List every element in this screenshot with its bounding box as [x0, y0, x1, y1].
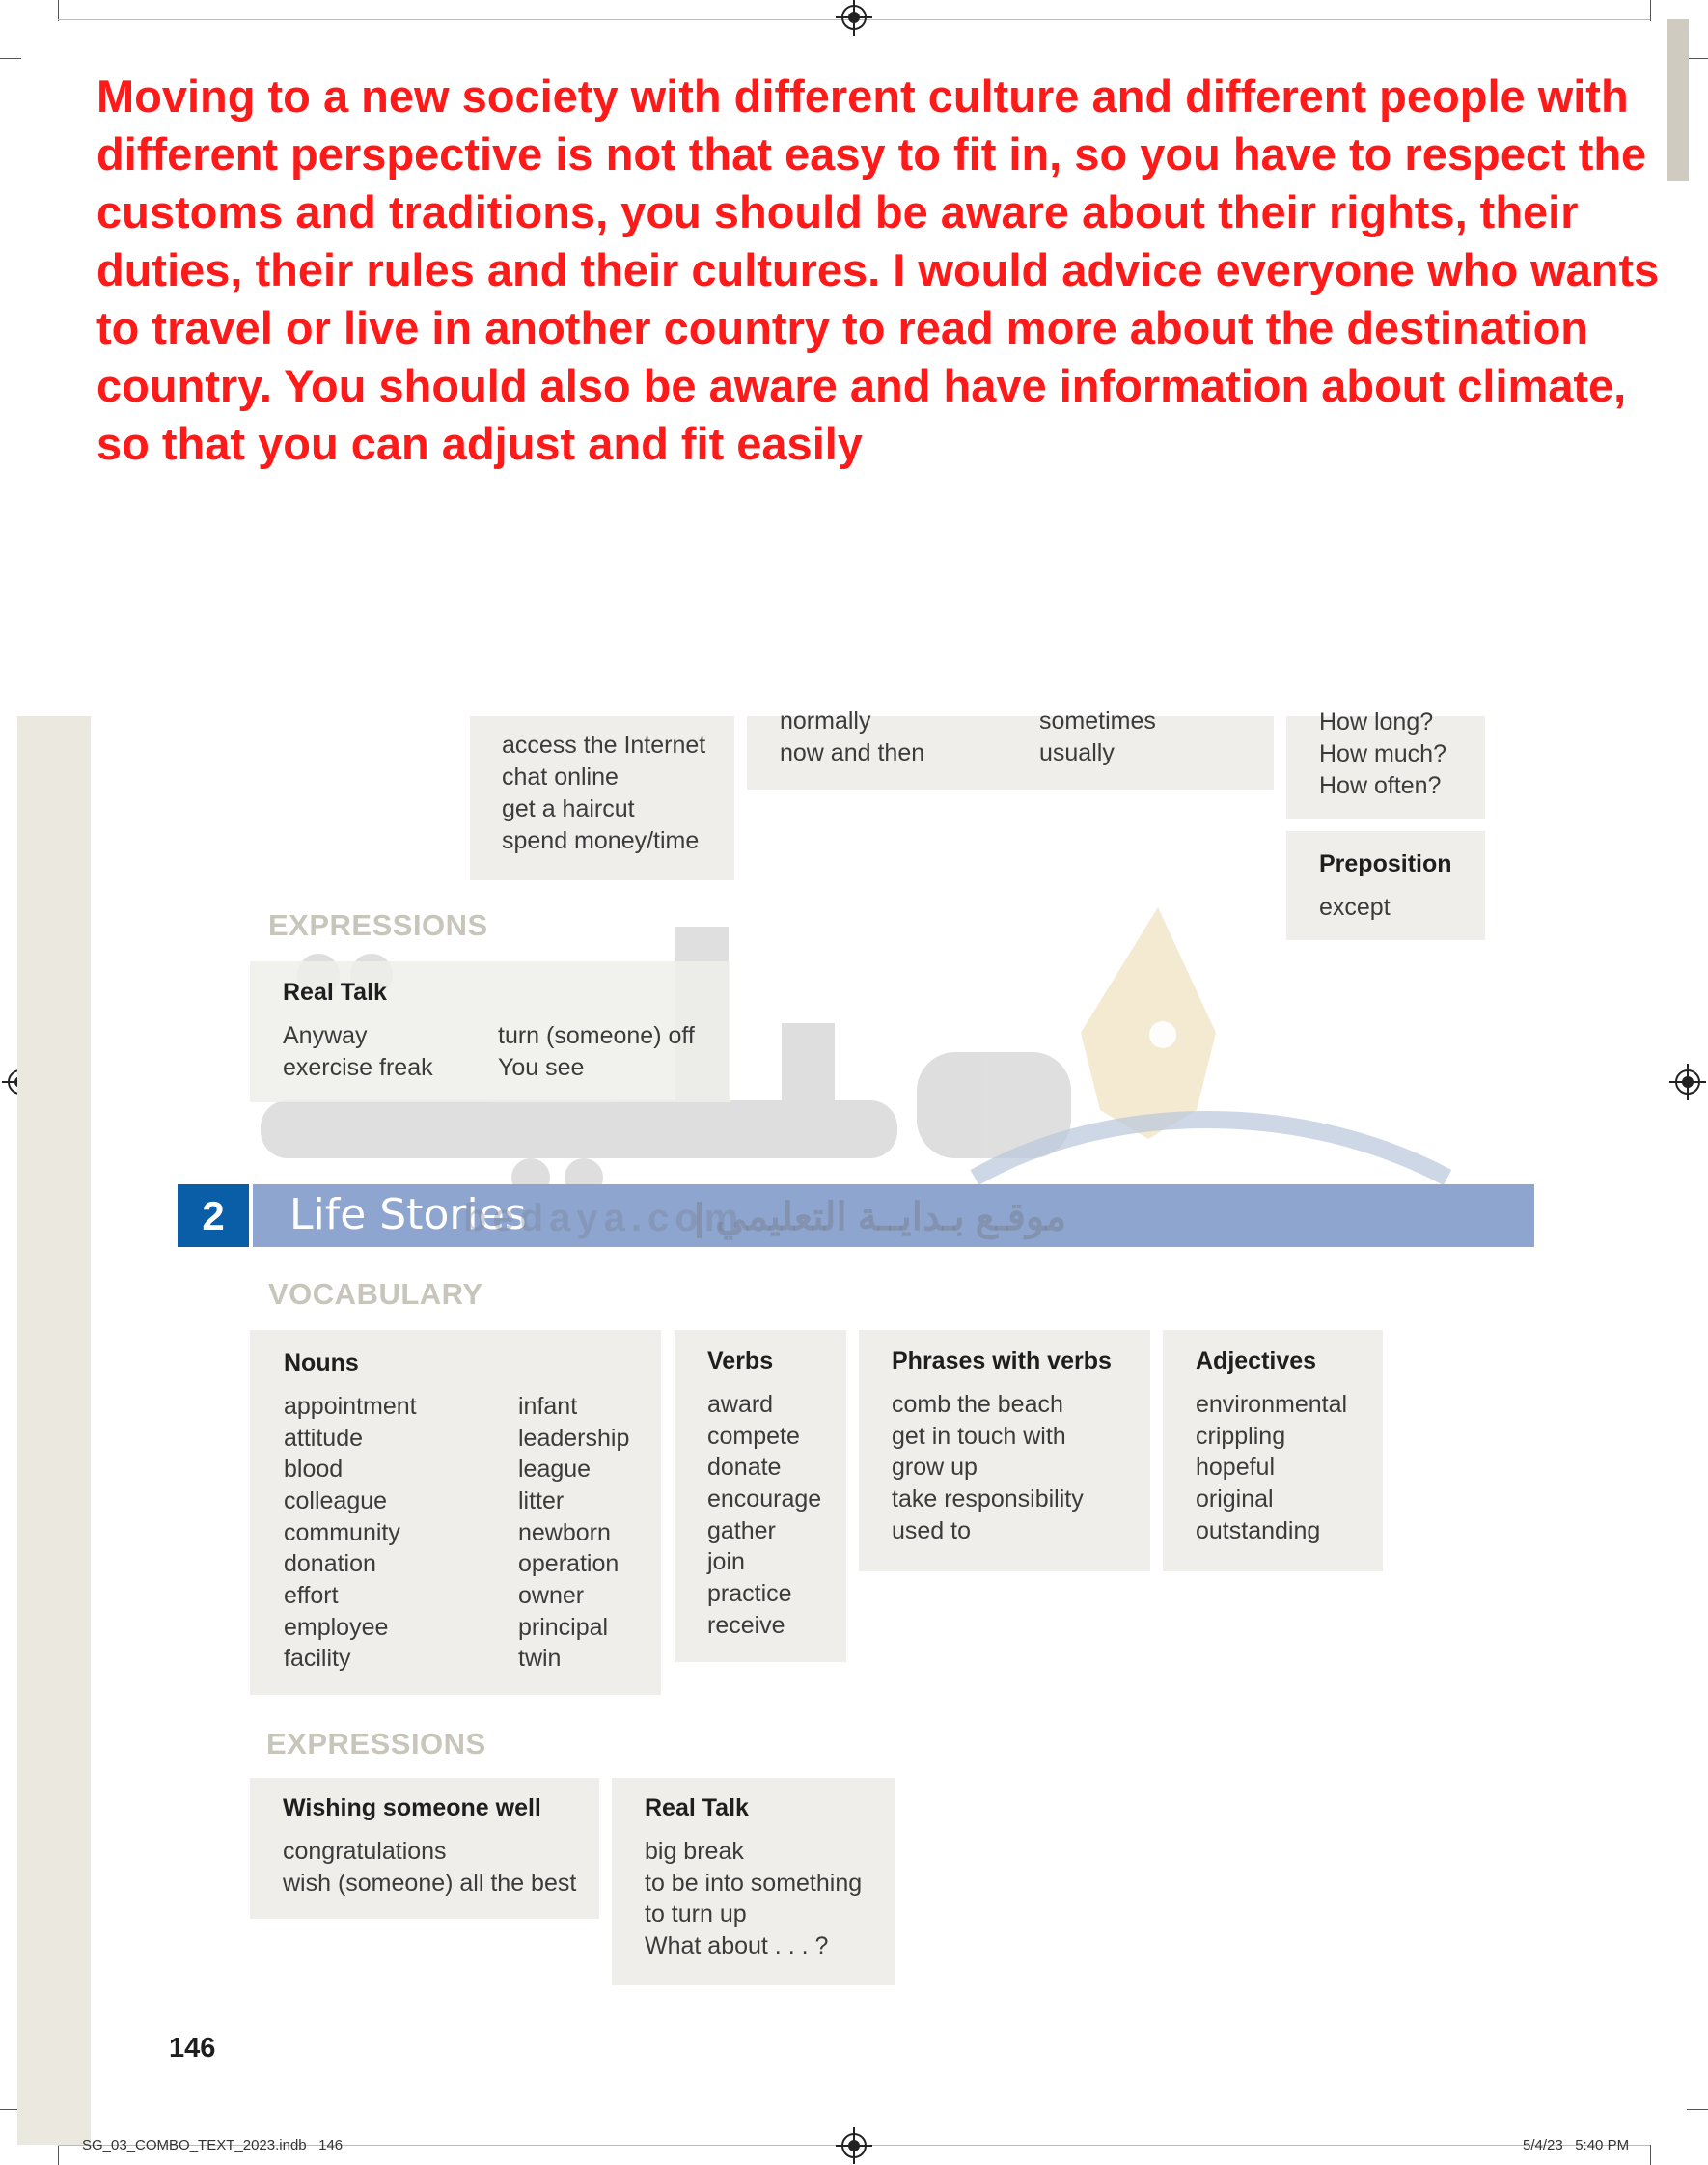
crop-mark — [1687, 58, 1708, 59]
list-item: employee — [284, 1614, 389, 1641]
list-item: comb the beach — [892, 1391, 1063, 1418]
list-item: award — [707, 1391, 774, 1418]
overlay-answer-text: Moving to a new society with different culture and different people with different perspective is not that easy to fit in, so you have to respect the customs and traditions, you should be aware about their rights, their duties, their rules and their cultures. I would advice everyone who wants to travel or live in another country to read more about the destination country. You should also be aware and have information about climate, so that you can adjust and fit easily — [96, 70, 1660, 469]
list-item: infant — [518, 1393, 578, 1420]
list-item: outstanding — [1196, 1517, 1321, 1544]
box-heading: Preposition — [1319, 850, 1452, 877]
section-heading-expressions: EXPRESSIONS — [266, 1727, 486, 1761]
list-item: appointment — [284, 1393, 417, 1420]
list-item: owner — [518, 1582, 585, 1609]
crop-mark — [1687, 2109, 1708, 2110]
list-item: used to — [892, 1517, 972, 1544]
list-item: donate — [707, 1454, 782, 1481]
list-item: sometimes — [1039, 708, 1156, 735]
page-margin-bar — [17, 716, 91, 2145]
list-item: receive — [707, 1612, 785, 1639]
box-heading: Real Talk — [283, 979, 387, 1006]
list-item: operation — [518, 1550, 620, 1577]
page-number: 146 — [169, 2033, 216, 2064]
list-item: get a haircut — [502, 795, 635, 822]
box-heading: Phrases with verbs — [892, 1347, 1112, 1374]
list-item: colleague — [284, 1487, 388, 1514]
watermark-arabic: موقـع بـدايــة التعليمي | — [693, 1196, 1066, 1238]
list-item: spend money/time — [502, 827, 700, 854]
phrases-box — [859, 1330, 1150, 1571]
side-tab — [1667, 19, 1689, 181]
list-item: environmental — [1196, 1391, 1348, 1418]
verbs-box-partial — [470, 716, 734, 880]
box-heading: Verbs — [707, 1347, 774, 1374]
crop-mark — [1650, 0, 1651, 21]
list-item: What about . . . ? — [645, 1932, 829, 1959]
list-item: access the Internet — [502, 732, 706, 759]
list-item: usually — [1039, 739, 1115, 766]
list-item: turn (someone) off — [498, 1022, 695, 1049]
list-item: litter — [518, 1487, 565, 1514]
list-item: take responsibility — [892, 1485, 1084, 1513]
list-item: wish (someone) all the best — [283, 1870, 577, 1897]
list-item: effort — [284, 1582, 339, 1609]
nouns-box — [250, 1330, 661, 1695]
list-item: facility — [284, 1645, 351, 1672]
list-item: grow up — [892, 1454, 978, 1481]
list-item: newborn — [518, 1519, 611, 1546]
unit-number: 2 — [178, 1184, 249, 1247]
box-heading: Real Talk — [645, 1794, 749, 1821]
adjectives-box — [1163, 1330, 1383, 1571]
list-item: congratulations — [283, 1838, 447, 1865]
list-item: chat online — [502, 763, 619, 791]
list-item: You see — [498, 1054, 585, 1081]
footer-file-slug: SG_03_COMBO_TEXT_2023.indb 146 — [82, 2137, 344, 2153]
section-heading-expressions: EXPRESSIONS — [268, 908, 488, 942]
list-item: league — [518, 1456, 592, 1483]
registration-mark-icon — [841, 2133, 867, 2158]
list-item: encourage — [707, 1485, 822, 1513]
list-item: get in touch with — [892, 1423, 1066, 1450]
list-item: community — [284, 1519, 400, 1546]
list-item: except — [1319, 894, 1391, 921]
list-item: to turn up — [645, 1901, 747, 1928]
wishing-box — [250, 1778, 599, 1919]
questions-box-partial — [1286, 708, 1485, 819]
real-talk-box — [250, 961, 730, 1102]
box-heading: Adjectives — [1196, 1347, 1317, 1374]
list-item: How much? — [1319, 740, 1446, 767]
crop-mark — [58, 0, 59, 21]
crop-mark — [58, 2145, 59, 2165]
list-item: original — [1196, 1485, 1274, 1513]
unit-title: Life Stories — [289, 1190, 527, 1239]
list-item: blood — [284, 1456, 344, 1483]
box-heading: Wishing someone well — [283, 1794, 541, 1821]
list-item: Anyway — [283, 1022, 368, 1049]
adverbs-box-partial — [747, 708, 1274, 790]
list-item: donation — [284, 1550, 376, 1577]
list-item: twin — [518, 1645, 562, 1672]
section-heading-vocabulary: VOCABULARY — [268, 1277, 483, 1311]
preposition-box — [1286, 831, 1485, 940]
verbs-box — [675, 1330, 846, 1662]
watermark-site: bedaya.com — [463, 1197, 745, 1239]
list-item: join — [707, 1548, 745, 1575]
list-item: hopeful — [1196, 1454, 1276, 1481]
list-item: How often? — [1319, 772, 1442, 799]
list-item: big break — [645, 1838, 744, 1865]
footer-date-slug: 5/4/23 5:40 PM — [1523, 2137, 1630, 2153]
list-item: practice — [707, 1580, 792, 1607]
list-item: gather — [707, 1517, 776, 1544]
registration-mark-icon — [841, 5, 867, 30]
registration-mark-icon — [1675, 1069, 1700, 1095]
list-item: exercise freak — [283, 1054, 433, 1081]
list-item: leadership — [518, 1425, 630, 1452]
list-item: crippling — [1196, 1423, 1286, 1450]
list-item: now and then — [780, 739, 925, 766]
list-item: compete — [707, 1423, 800, 1450]
crop-mark — [1650, 2145, 1651, 2165]
crop-mark — [0, 58, 21, 59]
list-item: attitude — [284, 1425, 364, 1452]
list-item: principal — [518, 1614, 609, 1641]
list-item: to be into something — [645, 1870, 863, 1897]
box-heading: Nouns — [284, 1349, 359, 1376]
list-item: normally — [780, 708, 871, 735]
list-item: How long? — [1319, 708, 1434, 736]
real-talk-box — [612, 1778, 895, 1985]
